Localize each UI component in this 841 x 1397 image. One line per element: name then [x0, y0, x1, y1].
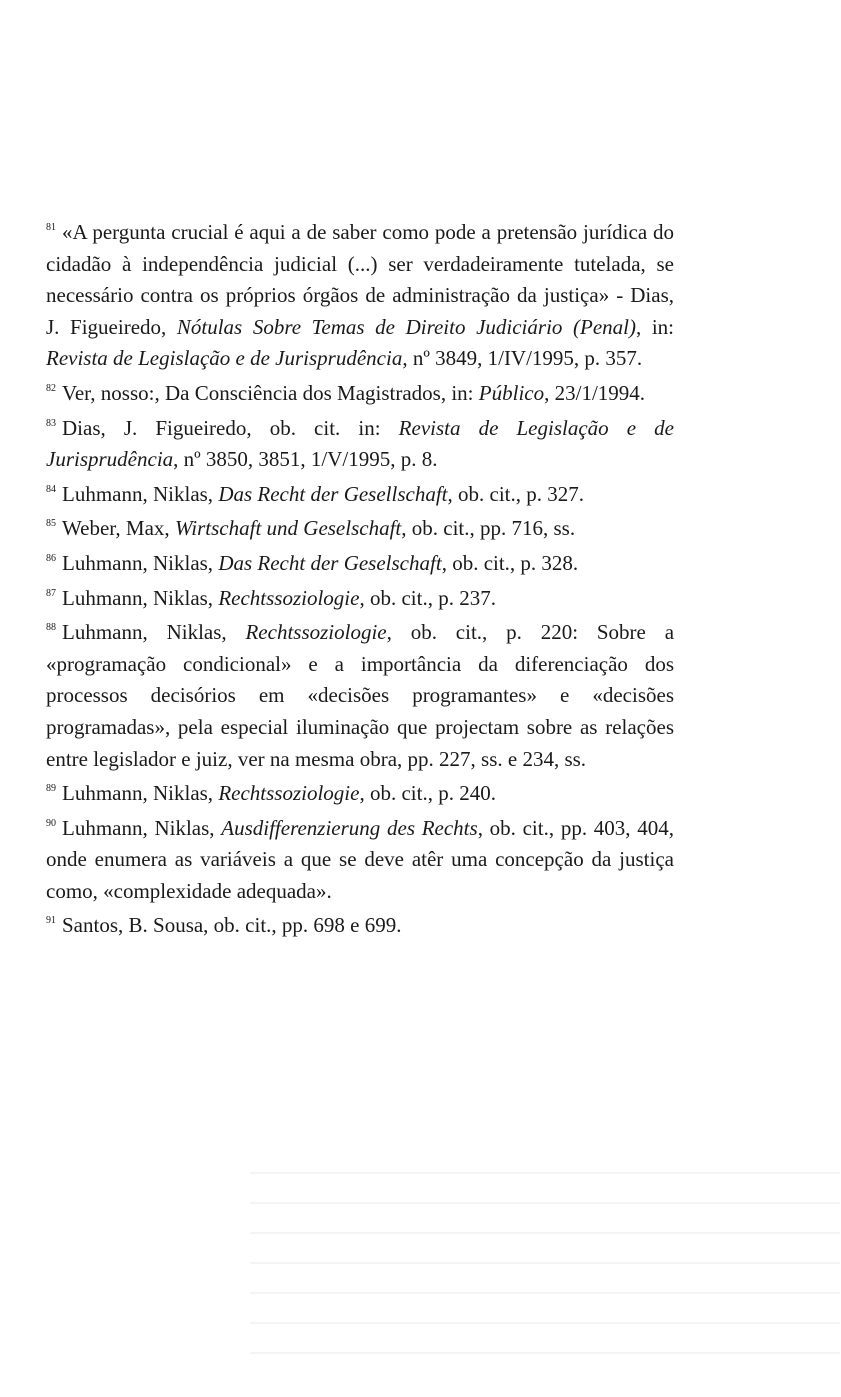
footnote-text: Luhmann, Niklas,	[62, 481, 219, 506]
footnote-85	[46, 513, 674, 545]
footnote-text: , ob. cit., p. 327.	[447, 481, 585, 506]
footnote-text: , nº 3849, 1/IV/1995, p. 357.	[402, 346, 643, 371]
work-title: Nótulas Sobre Temas de Direito Judiciário (Penal)	[176, 314, 636, 339]
footnote-87	[46, 583, 674, 615]
footnote-number: 87	[46, 587, 56, 599]
work-title: Público	[478, 380, 545, 405]
footnote-text: Weber, Max,	[62, 516, 175, 541]
footnote-text: Luhmann, Niklas,	[62, 550, 219, 575]
work-title: Rechtssoziologie	[218, 781, 360, 806]
footnote-text: , ob. cit., p. 328.	[441, 550, 579, 575]
work-title: Rechtssoziologie	[218, 585, 360, 610]
footnote-number: 91	[46, 915, 56, 927]
work-title: Ausdifferenzierung des Rechts	[221, 815, 478, 840]
footnote-89	[46, 778, 674, 810]
footnote-number: 84	[46, 483, 56, 495]
work-title: Rechtssoziologie	[245, 620, 387, 645]
footnote-text: , 23/1/1994.	[544, 380, 646, 405]
footnote-83	[46, 413, 674, 476]
footnote-text: , ob. cit., pp. 403, 404, onde enumera as variáveis a que se deve atêr uma concepção da justiça como, «complexidade adequada».	[46, 815, 674, 903]
footnote-number: 82	[46, 382, 56, 394]
footnote-text: , ob. cit., p. 240.	[359, 781, 496, 806]
footnote-81	[46, 217, 674, 375]
footnote-text: Luhmann, Niklas,	[62, 815, 222, 840]
footnote-text: Luhmann, Niklas,	[62, 620, 246, 645]
footnote-text: , ob. cit., p. 220: Sobre a «programação condicional» e a importância da diferenciação dos processos decisórios em «decisões programantes» e «decisões programadas», pela especial iluminação que projectam sobre as relações entre legislador e juiz, ver na mesma obra, pp. 227, ss. e 234, ss.	[46, 620, 675, 771]
footnote-90	[46, 813, 674, 908]
footnote-text: , in:	[635, 314, 675, 339]
footnotes-list	[46, 217, 674, 945]
footnote-text: «A pergunta crucial é aqui a de saber como pode a pretensão jurídica do cidadão à independência judicial (...) ser verdadeiramente tutelada, se necessário contra os próprios órgãos de administração da justiça» - Dias, J. Figueiredo,	[46, 220, 674, 339]
work-title: Revista de Legislação e de Jurisprudência	[46, 346, 403, 371]
footnote-number: 85	[46, 518, 56, 530]
footnote-text: Luhmann, Niklas,	[62, 585, 219, 610]
work-title: Revista de Legislação e de Jurisprudência	[46, 415, 675, 472]
footnote-text: Ver, nosso:, Da Consciência dos Magistrados, in:	[62, 380, 479, 405]
footnote-number: 86	[46, 552, 56, 564]
work-title: Wirtschaft und Geselschaft	[174, 516, 402, 541]
footnote-number: 90	[46, 817, 56, 829]
footnote-text: , ob. cit., p. 237.	[359, 585, 496, 610]
work-title: Das Recht der Gesellschaft	[218, 481, 448, 506]
footnote-text: Dias, J. Figueiredo, ob. cit. in:	[62, 415, 399, 440]
footnote-number: 88	[46, 622, 56, 634]
footnote-number: 81	[46, 222, 56, 233]
footnote-text: , nº 3850, 3851, 1/V/1995, p. 8.	[173, 447, 438, 472]
footnote-text: Luhmann, Niklas,	[62, 781, 219, 806]
bleed-through-text	[250, 1150, 840, 1380]
footnote-text: Santos, B. Sousa, ob. cit., pp. 698 e 699.	[62, 913, 402, 938]
footnote-91	[46, 910, 674, 942]
footnote-text: , ob. cit., pp. 716, ss.	[401, 516, 576, 541]
footnote-82	[46, 378, 674, 410]
footnote-number: 89	[46, 783, 56, 795]
footnote-88	[46, 617, 674, 775]
footnote-number: 83	[46, 417, 56, 429]
footnote-84	[46, 479, 674, 511]
work-title: Das Recht der Geselschaft	[218, 550, 442, 575]
footnote-86	[46, 548, 674, 580]
